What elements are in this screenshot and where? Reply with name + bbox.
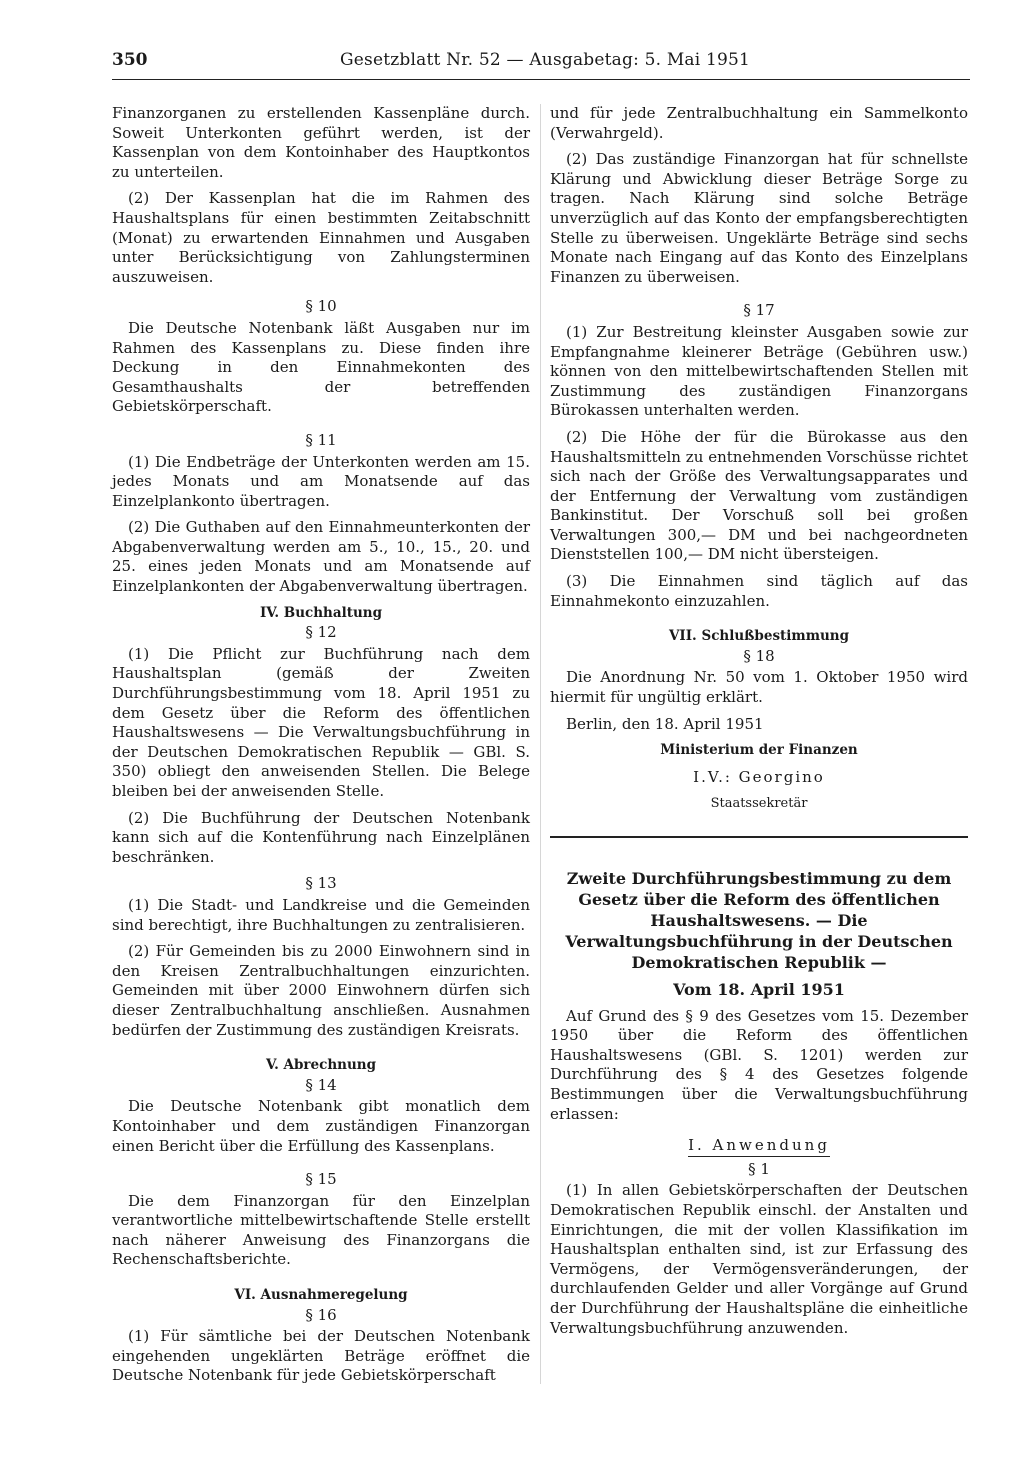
paragraph: Finanzorganen zu erstellenden Kassenpläne durch. Soweit Unterkonten geführt werden, ist der Kassenplan von dem Kontoinhaber des Hauptkontos zu unterteilen.: [112, 104, 530, 181]
paragraph: (1) Zur Bestreitung kleinster Ausgaben sowie zur Empfangnahme kleinerer Beträge (Gebühren usw.) können von den mittelbewirtschaftenden Stellen mit Zustimmung des zuständigen Finanzorgans Bürokassen unterhalten werden.: [550, 322, 968, 420]
section-heading: § 13: [305, 874, 337, 893]
section-heading: § 16: [305, 1305, 337, 1324]
chapter-heading: VII. Schlußbestimmung: [668, 628, 850, 645]
paragraph: Die Deutsche Notenbank läßt Ausgaben nur im Rahmen des Kassenplans zu. Diese finden ihre Deckung in den Einnahmekonten des Gesamthaushalts der betreffenden Gebietskörperschaft.: [112, 318, 530, 416]
section-heading: § 14: [305, 1075, 337, 1094]
left-column: [112, 104, 530, 1393]
chapter-heading: VI. Ausnahmeregelung: [234, 1287, 408, 1304]
section-heading: § 10: [305, 297, 337, 316]
column-divider: [540, 104, 541, 1384]
page-header: [112, 50, 970, 74]
signer-title: Staatssekretär: [710, 796, 808, 812]
paragraph: Auf Grund des § 9 des Gesetzes vom 15. Dezember 1950 über die Reform des öffentlichen Haushaltswesens (GBl. S. 1201) werden zur Durchführung des § 4 des Gesetzes folgende Bestimmungen über die Verwaltungsbuchführung erlassen:: [550, 1006, 968, 1123]
header-rule: [112, 79, 970, 80]
ministry-name: Ministerium der Finanzen: [660, 742, 858, 759]
section-heading: § 18: [743, 646, 775, 665]
running-head: Gesetzblatt Nr. 52 — Ausgabetag: 5. Mai 1951: [340, 50, 751, 70]
paragraph: Die Deutsche Notenbank gibt monatlich dem Kontoinhaber und dem zuständigen Finanzorgan einen Bericht über die Erfüllung des Kassenplans.: [112, 1097, 530, 1155]
section-heading: § 1: [748, 1159, 770, 1178]
paragraph: (1) Die Pflicht zur Buchführung nach dem Haushaltsplan (gemäß der Zweiten Durchführungsbestimmung vom 18. April 1951 zu dem Gesetz über die Reform des öffentlichen Haushaltswesens — Die Verwaltungsbuchführung in der Deutschen Demokratischen Republik — GBl. S. 350) obliegt den anweisenden Stellen. Die Belege bleiben bei der anweisenden Stelle.: [112, 644, 530, 800]
paragraph: Die Anordnung Nr. 50 vom 1. Oktober 1950 wird hiermit für ungültig erklärt.: [550, 668, 968, 707]
section-heading: § 11: [305, 430, 337, 449]
signer-name: I.V.: Georgino: [693, 767, 825, 786]
chapter-heading: [550, 1136, 968, 1156]
paragraph: Die dem Finanzorgan für den Einzelplan verantwortliche mittelbewirtschaftende Stelle erstellt nach näherer Anweisung des Finanzorgans die Rechenschaftsberichte.: [112, 1191, 530, 1269]
paragraph: und für jede Zentralbuchhaltung ein Sammelkonto (Verwahrgeld).: [550, 104, 968, 142]
section-separator-rule: [550, 836, 968, 838]
place-date: Berlin, den 18. April 1951: [566, 714, 764, 733]
section-heading: § 17: [743, 301, 775, 320]
chapter-heading: IV. Buchhaltung: [259, 604, 383, 621]
paragraph: (3) Die Einnahmen sind täglich auf das Einnahmekonto einzuzahlen.: [550, 572, 968, 610]
chapter-heading: V. Abrechnung: [265, 1057, 377, 1074]
paragraph: (2) Die Buchführung der Deutschen Notenbank kann sich auf die Kontenführung nach Einzelplänen beschränken.: [112, 808, 530, 866]
right-column: [550, 104, 968, 1345]
section-heading: § 12: [305, 623, 337, 642]
paragraph: (1) Die Endbeträge der Unterkonten werden am 15. jedes Monats und am Monatsende auf das Einzelplankonto übertragen.: [112, 452, 530, 510]
page-number: 350: [112, 50, 148, 70]
document-title: Zweite Durchführungsbestimmung zu dem Gesetz über die Reform des öffentlichen Haushaltswesens. — Die Verwaltungsbuchführung in der Deutschen Demokratischen Republik —: [565, 869, 953, 972]
paragraph: (2) Der Kassenplan hat die im Rahmen des Haushaltsplans für einen bestimmten Zeitabschnitt (Monat) zu erwartenden Einnahmen und Ausgaben unter Berücksichtigung von Zahlungsterminen auszuweisen.: [112, 189, 530, 286]
chapter-heading-text: I. Anwendung: [688, 1136, 830, 1157]
paragraph: (2) Die Guthaben auf den Einnahmeunterkonten der Abgabenverwaltung werden am 5., 10., 15., 20. und 25. eines jeden Monats und am Monatsende auf Einzelplankonten der Abgabenverwaltung übertragen.: [112, 518, 530, 596]
paragraph: (2) Für Gemeinden bis zu 2000 Einwohnern sind in den Kreisen Zentralbuchhaltungen einzurichten. Gemeinden mit über 2000 Einwohnern dürfen sich dieser Zentralbuchhaltung anschließen. Ausnahmen bedürfen der Zustimmung des zuständigen Kreisrats.: [112, 942, 530, 1039]
paragraph: (1) In allen Gebietskörperschaften der Deutschen Demokratischen Republik einschl. der Anstalten und Einrichtungen, die mit der vollen Klassifikation im Haushaltsplan enthalten sind, ist zur Erfassung des Vermögens, der Vermögensveränderungen, der durchlaufenden Gelder und aller Vorgänge auf Grund der Durchführung der Haushaltspläne die einheitliche Verwaltungsbuchführung anzuwenden.: [550, 1181, 968, 1337]
section-heading: § 15: [305, 1170, 337, 1189]
document-date: Vom 18. April 1951: [673, 980, 845, 999]
paragraph: (1) Die Stadt- und Landkreise und die Gemeinden sind berechtigt, ihre Buchhaltungen zu zentralisieren.: [112, 895, 530, 934]
paragraph: (1) Für sämtliche bei der Deutschen Notenbank eingehenden ungeklärten Beträge eröffnet die Deutsche Notenbank für jede Gebietskörperschaft: [112, 1327, 530, 1385]
paragraph: (2) Die Höhe der für die Bürokasse aus den Haushaltsmitteln zu entnehmenden Vorschüsse richtet sich nach der Größe des Verwaltungsapparates und der Entfernung der Verwaltung vom zuständigen Bankinstitut. Der Vorschuß soll bei großen Verwaltungen 300,— DM und bei nachgeordneten Dienststellen 100,— DM nicht übersteigen.: [550, 427, 968, 564]
paragraph: (2) Das zuständige Finanzorgan hat für schnellste Klärung und Abwicklung dieser Beträge Sorge zu tragen. Nach Klärung sind solche Beträge unverzüglich auf das Konto der empfangsberechtigten Stelle zu überweisen. Ungeklärte Beträge sind sechs Monate nach Eingang auf das Konto des Einzelplans Finanzen zu überweisen.: [550, 150, 968, 286]
